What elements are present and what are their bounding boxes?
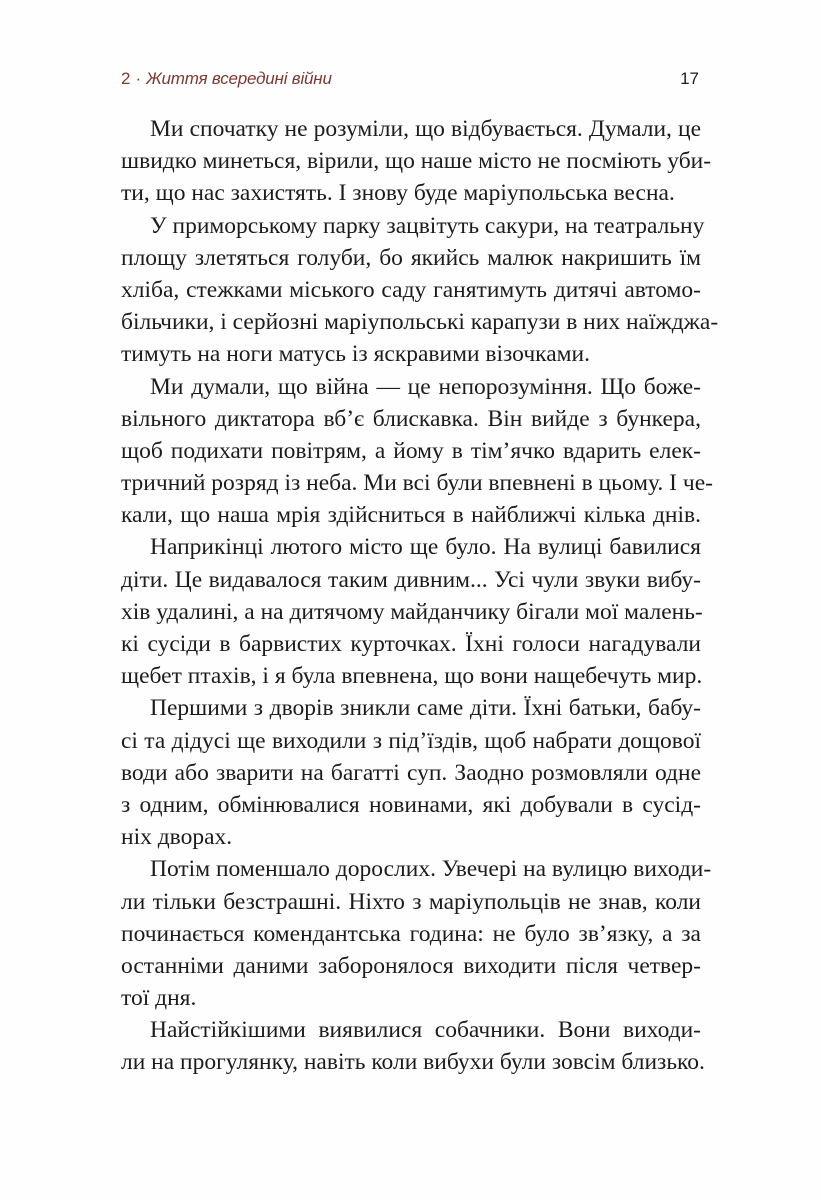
text-line: хів удалині, а на дитячому майданчику бігали мої малень- [121,598,703,625]
paragraph [121,531,701,692]
text-line: Наприкінці лютого місто ще було. На вулиці бавилися [150,534,701,561]
text-line: швидко минеться, вірили, що наше місто не посміють уби- [121,148,712,175]
text-line: Ми спочатку не розуміли, що відбувається. Думали, це [150,116,701,142]
text-line: Першими з дворів зникли саме діти. Їхні батьки, бабу- [150,695,701,722]
text-line: води або зварити на багатті суп. Заодно розмовляли одне [121,759,701,786]
text-line: тої дня. [121,985,197,1012]
chapter-title: Життя всередині війни [146,69,332,88]
text-line: тричний розряд із неба. Ми всі були впевнені в цьому. І че- [121,470,713,497]
paragraph [121,113,712,210]
text-line: ли тільки безстрашні. Ніхто з маріупольців не знав, коли [121,888,701,915]
text-line: кали, що наша мрія здійсниться в найближчі кілька днів. [121,502,701,529]
paragraph [121,210,719,371]
text-line: ти, що нас захистять. І знову буде маріупольська весна. [121,180,675,207]
chapter-separator: · [135,69,142,88]
text-line: хліба, стежками міського саду ганятимуть дитячі автомо- [121,276,701,303]
text-line: ніх дворах. [121,824,233,851]
text-line: діти. Це видавалося таким дивним... Усі чули звуки вибу- [121,566,701,593]
text-line: вільного диктатора вб’є блискавка. Він вийде з бункера, [121,405,701,432]
paragraph [121,692,701,853]
paragraph [121,1014,705,1078]
text-line: починається комендантська година: не було зв’язку, а за [121,920,701,947]
text-line: щебет птахів, і я була впевнена, що вони нащебечуть мир. [121,663,703,690]
text-line: кі сусіди в барвистих курточках. Їхні голоси нагадували [121,631,701,657]
text-line: тимуть на ноги матусь із яскравими візочками. [121,341,590,368]
body-text [121,113,719,1079]
text-line: площу злетяться голуби, бо якийсь малюк накришить їм [121,244,701,271]
chapter-number: 2 [121,69,131,88]
text-line: сі та дідусі ще виходили з під’їздів, щоб набрати дощової [121,727,701,754]
text-line: Потім поменшало дорослих. Увечері на вулицю виходи- [150,856,712,883]
text-line: Ми думали, що війна — це непорозуміння. Що боже- [150,373,701,400]
text-line: У приморському парку зацвітуть сакури, на театральну [150,212,705,239]
chapter-heading [121,69,332,89]
text-line: останніми даними заборонялося виходити після четвер- [121,952,701,979]
running-head [121,66,700,92]
text-line: Найстійкішими виявилися собачники. Вони виходи- [150,1017,701,1044]
paragraph [121,853,712,1014]
text-line: більчики, і серйозні маріупольські карапузи в них наїжджа- [121,309,719,336]
text-line: з одним, обмінювалися новинами, які добували в сусід- [121,791,701,818]
text-line: ли на прогулянку, навіть коли вибухи були зовсім близько. [121,1049,705,1076]
text-line: щоб подихати повітрям, а йому в тім’ячко вдарить елек- [121,437,701,464]
page-number: 17 [680,69,699,88]
paragraph [121,371,713,532]
